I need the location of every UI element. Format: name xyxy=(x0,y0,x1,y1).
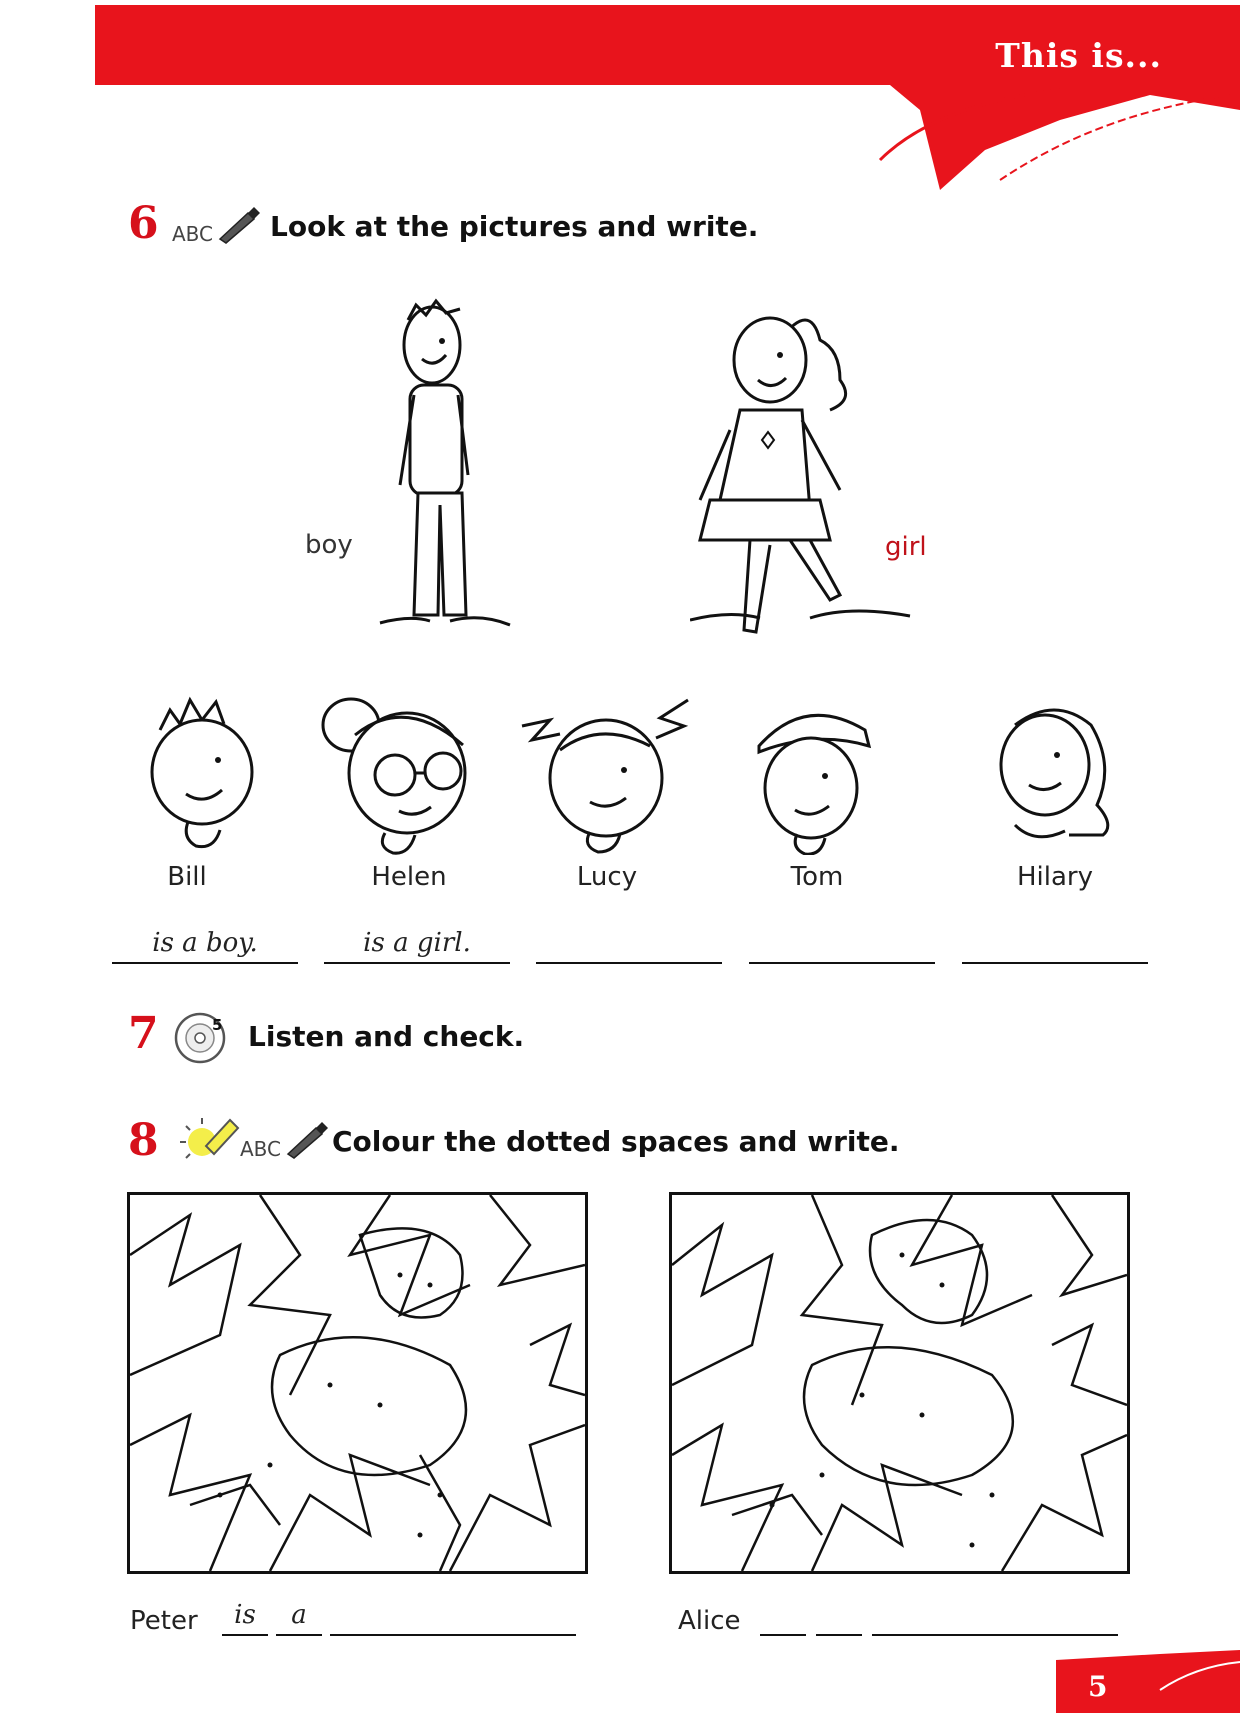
answer-line-hilary xyxy=(962,962,1148,964)
abc-letters-2: ABC xyxy=(240,1137,282,1160)
sentence-alice-name: Alice xyxy=(678,1606,741,1636)
blank-alice-3[interactable] xyxy=(872,1634,1118,1636)
face-helen xyxy=(315,695,475,855)
blank-peter-1 xyxy=(222,1634,268,1636)
blank-alice-2[interactable] xyxy=(816,1634,862,1636)
exercise-7-instruction: Listen and check. xyxy=(248,1020,525,1053)
answer-helen[interactable]: is a girl. xyxy=(363,928,471,958)
header-banner xyxy=(0,0,1240,200)
sentence-peter-word2[interactable]: a xyxy=(291,1600,307,1630)
answer-line-bill xyxy=(112,962,298,964)
girl-label: girl xyxy=(885,532,927,562)
exercise-6-instruction: Look at the pictures and write. xyxy=(270,210,759,243)
boy-illustration xyxy=(350,295,520,635)
exercise-7-number: 7 xyxy=(128,1008,159,1059)
blank-peter-2 xyxy=(276,1634,322,1636)
face-bill xyxy=(140,690,270,850)
boy-label: boy xyxy=(305,530,353,560)
answer-line-lucy xyxy=(536,962,722,964)
track-number: 5 xyxy=(212,1016,223,1034)
name-tom: Tom xyxy=(790,862,844,892)
abc-letters: ABC xyxy=(172,222,214,245)
face-lucy xyxy=(520,690,690,855)
sentence-peter-name: Peter xyxy=(130,1606,198,1636)
face-tom xyxy=(745,700,875,855)
face-hilary xyxy=(985,695,1125,845)
exercise-8-number: 8 xyxy=(128,1115,159,1166)
blank-alice-1[interactable] xyxy=(760,1634,806,1636)
exercise-6-number: 6 xyxy=(128,198,159,249)
puzzle-peter[interactable] xyxy=(127,1192,588,1574)
answer-bill[interactable]: is a boy. xyxy=(152,928,258,958)
highlighter-icon xyxy=(172,1112,242,1162)
header-title: This is... xyxy=(995,36,1162,75)
name-helen: Helen xyxy=(371,862,447,892)
puzzle-alice[interactable] xyxy=(669,1192,1130,1574)
blank-peter-3[interactable] xyxy=(330,1634,576,1636)
name-lucy: Lucy xyxy=(576,862,638,892)
sentence-peter-word1[interactable]: is xyxy=(234,1600,256,1630)
girl-illustration xyxy=(690,300,930,650)
cd-audio-icon xyxy=(172,1010,232,1066)
pen-icon xyxy=(170,205,260,245)
name-bill: Bill xyxy=(167,862,207,892)
exercise-8-instruction: Colour the dotted spaces and write. xyxy=(332,1125,900,1158)
answer-line-helen xyxy=(324,962,510,964)
pen-icon-2 xyxy=(238,1120,328,1160)
page-number: 5 xyxy=(1088,1670,1108,1703)
page-number-tab xyxy=(1050,1650,1240,1713)
answer-line-tom xyxy=(749,962,935,964)
name-hilary: Hilary xyxy=(1016,862,1093,892)
